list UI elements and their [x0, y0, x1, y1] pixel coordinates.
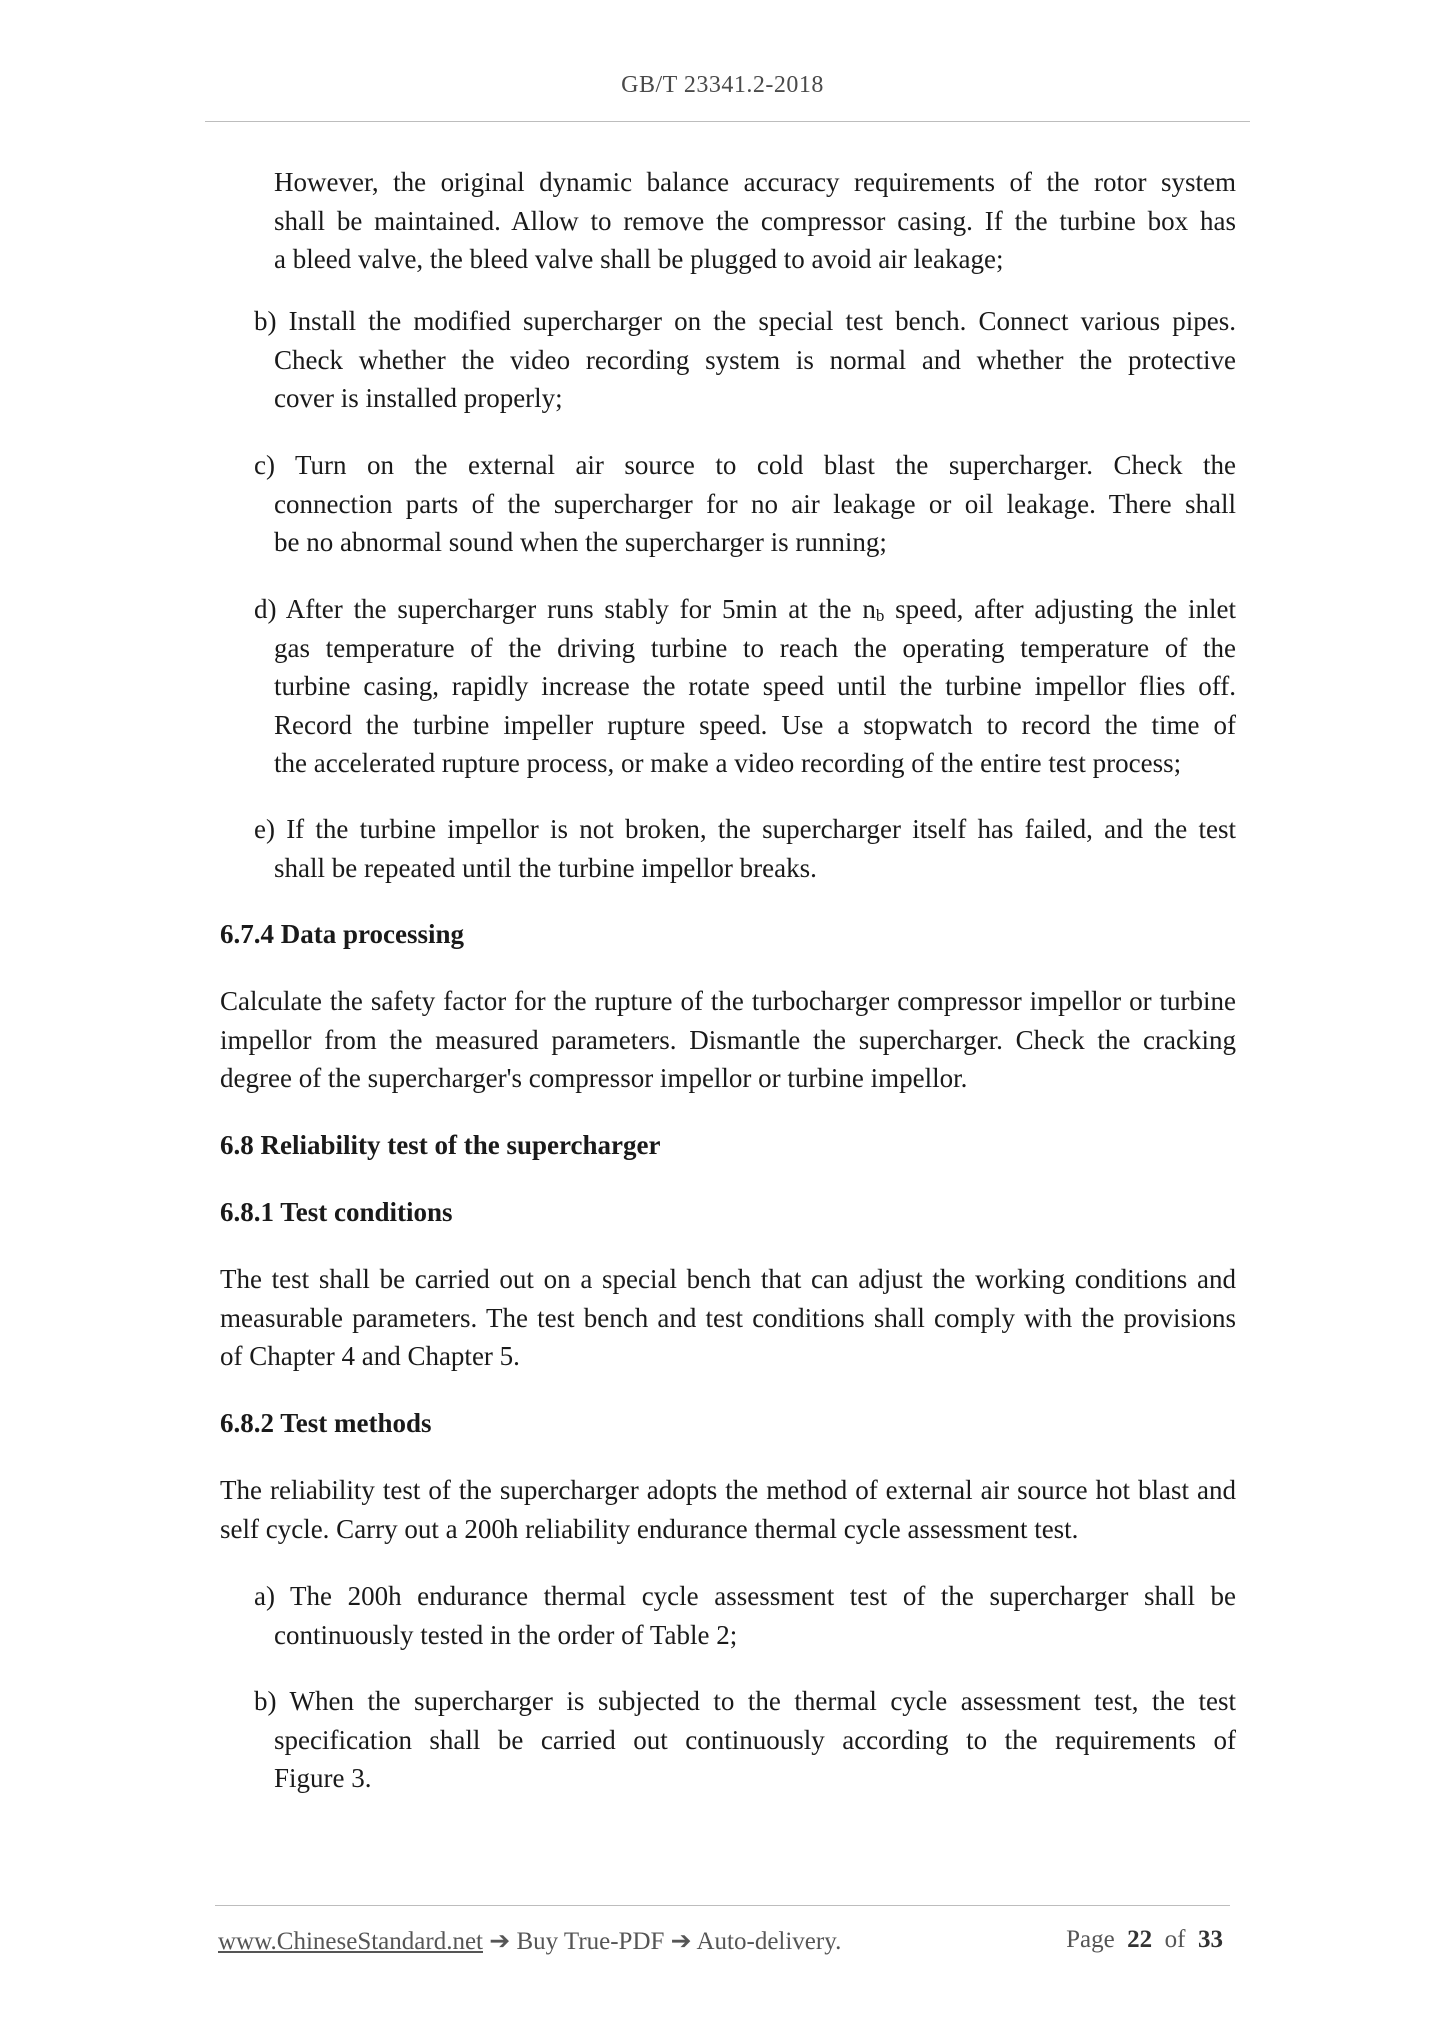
section-body-6-8-2: The reliability test of the supercharger adopts the method of external air source hot blast and self cycle. Carry out a 200h reliability endurance thermal cycle assessment test. — [220, 1475, 1236, 1544]
page-word: Page — [1066, 1926, 1115, 1953]
text-line: a bleed valve, the bleed valve shall be plugged to avoid air leakage; — [274, 244, 1004, 274]
text-line: However, the original dynamic balance accuracy requirements of the rotor system — [274, 167, 1236, 197]
text-fragment: speed, after adjusting the inlet — [884, 594, 1236, 624]
section-heading-6-8-1: 6.8.1 Test conditions — [220, 1197, 453, 1227]
header-divider — [205, 121, 1250, 122]
text-line: e) If the turbine impellor is not broken, the supercharger itself has failed, and the test — [254, 814, 1236, 844]
text-line: shall be repeated until the turbine impellor breaks. — [274, 852, 817, 883]
text-line: connection parts of the supercharger for no air leakage or oil leakage. There shall — [274, 488, 1236, 519]
text-line: specification shall be carried out continuously according to the requirements of — [274, 1724, 1236, 1755]
list-item-e — [254, 810, 1236, 887]
text-line: cover is installed properly; — [274, 383, 563, 413]
section-heading-6-7-4: 6.7.4 Data processing — [220, 919, 465, 949]
text-fragment: d) After the supercharger runs stably for 5min at the n — [254, 594, 876, 624]
of-word: of — [1164, 1926, 1186, 1953]
list-item-c — [254, 446, 1236, 562]
text-line: continuously tested in the order of Table 2; — [274, 1619, 738, 1650]
text-line: Figure 3. — [274, 1763, 372, 1793]
page-indicator — [1066, 1926, 1223, 1954]
text-line — [254, 590, 1236, 629]
text-line: a) The 200h endurance thermal cycle assessment test of the supercharger shall be — [254, 1581, 1236, 1611]
page-total: 33 — [1198, 1926, 1223, 1953]
text-line: gas temperature of the driving turbine to reach the operating temperature of the — [274, 632, 1236, 663]
document-id: GB/T 23341.2-2018 — [621, 72, 824, 98]
list-item-b — [254, 302, 1236, 418]
section-body-6-7-4: Calculate the safety factor for the rupture of the turbocharger compressor impellor or turbine impellor from the measured parameters. Dismantle the supercharger. Check the cracking degree of the supercharger's compressor impellor or turbine impellor. — [220, 986, 1236, 1093]
website-link[interactable]: www.ChineseStandard.net — [218, 1928, 483, 1955]
footer-divider — [215, 1905, 1230, 1906]
list-item-a — [254, 1577, 1236, 1654]
page-number: 22 — [1127, 1926, 1153, 1953]
text-line: Check whether the video recording system is normal and whether the protective — [274, 344, 1236, 375]
footer-promo — [218, 1926, 841, 1956]
text-line: Record the turbine impeller rupture speed. Use a stopwatch to record the time of — [274, 709, 1236, 740]
text-line: b) Install the modified supercharger on the special test bench. Connect various pipes. — [254, 306, 1236, 336]
section-body-6-8-1: The test shall be carried out on a special bench that can adjust the working conditions and measurable parameters. The test bench and test conditions shall comply with the provisions of Chapter 4 and Chapter 5. — [220, 1264, 1236, 1371]
list-item-a-continued — [254, 163, 1236, 279]
footer-promo-text: ➔ Buy True-PDF ➔ Auto-delivery. — [483, 1928, 842, 1955]
subscript: b — [875, 606, 885, 625]
section-heading-6-8-2: 6.8.2 Test methods — [220, 1408, 432, 1438]
text-line: b) When the supercharger is subjected to the thermal cycle assessment test, the test — [254, 1686, 1236, 1716]
text-line: turbine casing, rapidly increase the rotate speed until the turbine impellor flies off. — [274, 671, 1236, 701]
text-line: shall be maintained. Allow to remove the compressor casing. If the turbine box has — [274, 205, 1236, 236]
text-line: c) Turn on the external air source to cold blast the supercharger. Check the — [254, 450, 1236, 480]
text-line: the accelerated rupture process, or make a video recording of the entire test process; — [274, 748, 1182, 778]
list-item-d — [254, 590, 1236, 783]
list-item-b-bottom — [254, 1682, 1236, 1798]
section-heading-6-8: 6.8 Reliability test of the supercharger — [220, 1130, 661, 1160]
text-line: be no abnormal sound when the supercharger is running; — [274, 527, 887, 557]
